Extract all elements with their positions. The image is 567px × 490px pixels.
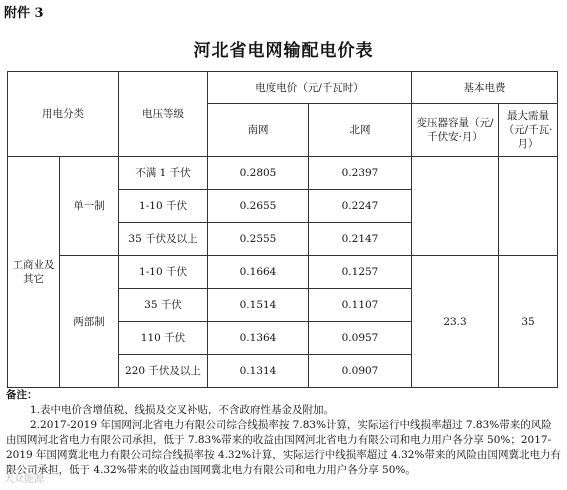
group-two-part: 两部制	[60, 256, 119, 388]
voltage-cell: 220 千伏及以上	[119, 355, 208, 388]
header-kwh-price: 电度电价（元/千瓦时）	[208, 72, 412, 104]
south-price-cell: 0.1314	[208, 355, 309, 388]
note-1: 1.表中电价含增值税、线损及交叉补贴，不含政府性基金及附加。	[30, 404, 335, 416]
south-price-cell: 0.2655	[208, 190, 309, 223]
north-price-cell: 0.2397	[309, 157, 412, 190]
voltage-cell: 1-10 千伏	[119, 256, 208, 289]
transformer-empty-cell	[412, 157, 499, 256]
header-south: 南网	[208, 104, 309, 157]
south-price-cell: 0.1514	[208, 289, 309, 322]
voltage-cell: 35 千伏	[119, 289, 208, 322]
tariff-table	[7, 71, 558, 388]
category-cell: 工商业及其它	[8, 157, 60, 388]
notes-section	[6, 388, 562, 478]
north-price-cell: 0.2147	[309, 223, 412, 256]
south-price-cell: 0.1364	[208, 322, 309, 355]
header-max-demand: 最大需量（元/千瓦·月）	[499, 104, 558, 157]
north-price-cell: 0.1257	[309, 256, 412, 289]
voltage-cell: 不满 1 千伏	[119, 157, 208, 190]
header-north: 北网	[309, 104, 412, 157]
header-basic-fee: 基本电费	[412, 72, 558, 104]
watermark: 大众能源	[4, 474, 44, 485]
notes-heading: 备注：	[6, 389, 38, 401]
south-price-cell: 0.2555	[208, 223, 309, 256]
south-price-cell: 0.1664	[208, 256, 309, 289]
group-single: 单一制	[60, 157, 119, 256]
voltage-cell: 35 千伏及以上	[119, 223, 208, 256]
transformer-value: 23.3	[412, 256, 499, 388]
max-demand-empty-cell	[499, 157, 558, 256]
north-price-cell: 0.1107	[309, 289, 412, 322]
north-price-cell: 0.0907	[309, 355, 412, 388]
page-title: 河北省电网输配电价表	[193, 41, 374, 61]
south-price-cell: 0.2805	[208, 157, 309, 190]
voltage-cell: 110 千伏	[119, 322, 208, 355]
note-2: 2.2017-2019 年国网河北省电力有限公司综合线损率按 7.83%计算，实际运行中线损率超过 7.83%带来的风险由国网河北省电力有限公司承担，低于 7.83%带来的收益由国网河北省电力有限公司和电力用户各分享 50%；2017-2019 年国网冀北电力有限公司综合线损率按 4.32%计算，实际运行中线损率超过 4.32%带来的风险由国网冀北电力有限公司承担，低于 4.32%带来的收益由国网冀北电力有限公司和电力用户各分享 50%。	[6, 419, 561, 476]
header-transformer: 变压器容量（元/千伏安·月）	[412, 104, 499, 157]
voltage-cell: 1-10 千伏	[119, 190, 208, 223]
attachment-label: 附件 3	[4, 6, 44, 21]
header-voltage: 电压等级	[119, 72, 208, 157]
max-demand-value: 35	[499, 256, 558, 388]
header-category: 用电分类	[8, 72, 119, 157]
north-price-cell: 0.2247	[309, 190, 412, 223]
north-price-cell: 0.0957	[309, 322, 412, 355]
